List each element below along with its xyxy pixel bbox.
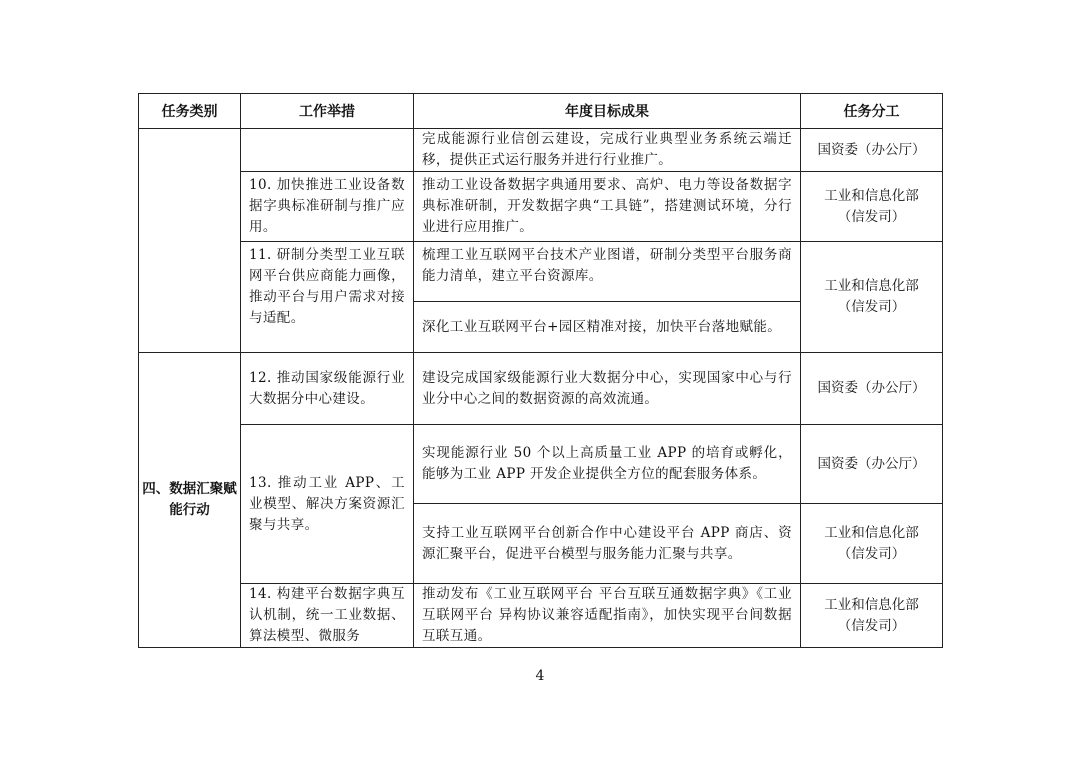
division-cell xyxy=(801,504,943,584)
table-row xyxy=(139,425,943,504)
table-header-row xyxy=(139,94,943,129)
goal-cell: 推动工业设备数据字典通用要求、高炉、电力等设备数据字典标准研制，开发数据字典“工具链”，搭建测试环境，分行业进行应用推广。 xyxy=(422,177,792,235)
division-cell xyxy=(801,584,943,648)
division-line: 工业和信息化部 xyxy=(824,524,919,541)
table-row xyxy=(139,172,943,242)
measure-cell: 12. 推动国家级能源行业大数据分中心建设。 xyxy=(249,369,405,407)
goal-cell: 完成能源行业信创云建设，完成行业典型业务系统云端迁移，提供正式运行服务并进行行业推广。 xyxy=(422,131,792,168)
division-line: 工业和信息化部 xyxy=(824,187,919,204)
measure-cell: 13. 推动工业 APP、工业模型、解决方案资源汇聚与共享。 xyxy=(249,474,405,533)
goal-cell: 梳理工业互联网平台技术产业图谱，研制分类型平台服务商能力清单，建立平台资源库。 xyxy=(422,247,792,284)
table-row xyxy=(139,129,943,172)
table-row xyxy=(139,584,943,648)
header-measure: 工作举措 xyxy=(241,94,414,129)
division-cell: 国资委（办公厅） xyxy=(801,425,943,504)
division-line: （信发司） xyxy=(837,208,906,225)
category-cell: 四、数据汇聚赋能行动 xyxy=(139,353,241,648)
measure-cell: 11. 研制分类型工业互联网平台供应商能力画像，推动平台与用户需求对接与适配。 xyxy=(249,247,405,326)
page-number: 4 xyxy=(535,668,545,684)
measure-cell: 14. 构建平台数据字典互认机制，统一工业数据、算法模型、微服务 xyxy=(249,586,405,644)
division-cell: 国资委（办公厅） xyxy=(801,129,943,172)
division-line: （信发司） xyxy=(837,545,906,562)
division-line: 工业和信息化部 xyxy=(824,278,919,294)
division-cell: 国资委（办公厅） xyxy=(801,353,943,425)
header-goal: 年度目标成果 xyxy=(414,94,801,129)
goal-cell: 推动发布《工业互联网平台 平台互联互通数据字典》《工业互联网平台 异构协议兼容适配指南》，加快实现平台间数据互联互通。 xyxy=(422,586,792,644)
table-row xyxy=(139,353,943,425)
division-line: （信发司） xyxy=(837,617,906,634)
division-cell xyxy=(801,172,943,242)
task-table xyxy=(138,93,943,648)
goal-cell: 实现能源行业 50 个以上高质量工业 APP 的培育或孵化，能够为工业 APP 开发企业提供全方位的配套服务体系。 xyxy=(422,445,792,482)
header-category: 任务类别 xyxy=(139,94,241,129)
goal-cell: 建设完成国家级能源行业大数据分中心，实现国家中心与行业分中心之间的数据资源的高效流通。 xyxy=(422,369,792,407)
division-cell xyxy=(801,242,943,353)
division-line: 工业和信息化部 xyxy=(824,596,919,613)
measure-cell: 10. 加快推进工业设备数据字典标准研制与推广应用。 xyxy=(249,177,405,235)
category-cell-empty xyxy=(139,129,241,353)
measure-cell-empty xyxy=(241,129,414,172)
header-division: 任务分工 xyxy=(801,94,943,129)
table-row xyxy=(139,242,943,302)
division-line: （信发司） xyxy=(837,299,906,315)
goal-cell: 深化工业互联网平台+园区精准对接，加快平台落地赋能。 xyxy=(422,318,782,335)
goal-cell: 支持工业互联网平台创新合作中心建设平台 APP 商店、资源汇聚平台，促进平台模型与服务能力汇聚与共享。 xyxy=(422,524,792,562)
